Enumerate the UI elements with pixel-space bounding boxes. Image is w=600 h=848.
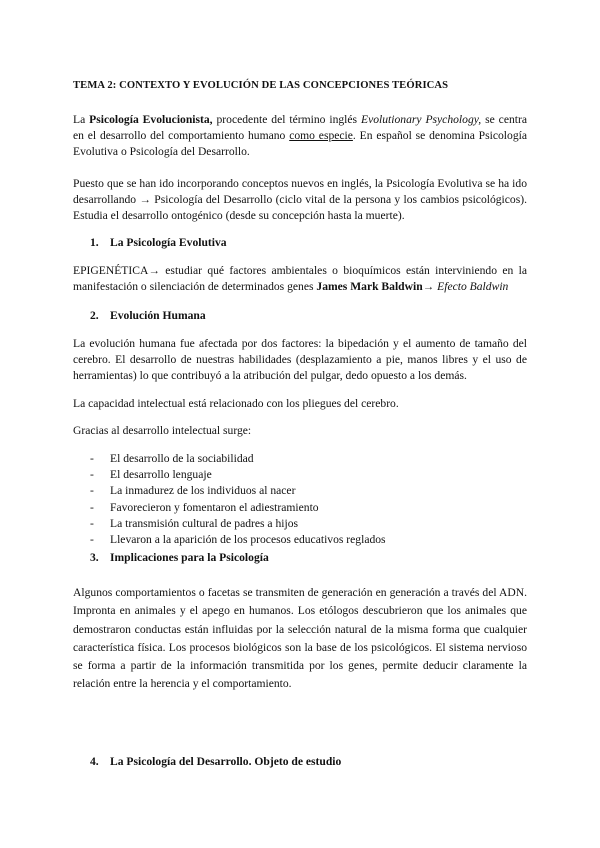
list-item — [90, 467, 530, 483]
paragraph-development: Puesto que se han ido incorporando conceptos nuevos en inglés, la Psicología Evolutiva se ha ido desarrollando → Psicología del Desarrollo (ciclo vital de la persona y los cambios psicológicos). Estudia el desarrollo ontogénico (desde su concepción hasta la muerte). — [73, 177, 527, 222]
list-item-text: La transmisión cultural de padres a hijos — [110, 516, 299, 530]
intro-bold-term: Psicología Evolucionista, — [89, 113, 213, 126]
section-number: 1. — [90, 236, 99, 249]
section-number: 2. — [90, 309, 99, 322]
section-number: 4. — [90, 755, 99, 768]
list-item-text: Favorecieron y fomentaron el adiestramiento — [110, 500, 319, 514]
epigenetica-bold-name: James Mark Baldwin — [316, 280, 423, 293]
epigenetica-text-1: EPIGENÉTICA→ estudiar qué factores ambientales o bioquímicos están interviniendo en la manifestación o silenciación de determinados genes — [73, 264, 527, 293]
epigenetica-italic-term: Efecto Baldwin — [437, 280, 509, 293]
section-title: La Psicología Evolutiva — [110, 236, 227, 249]
intro-paragraph — [73, 112, 527, 160]
section-title: Implicaciones para la Psicología — [110, 551, 269, 564]
list-item — [90, 516, 530, 532]
intro-text-2: procedente del término inglés — [212, 113, 361, 126]
list-item-text: La inmadurez de los individuos al nacer — [110, 484, 296, 498]
list-item-text: El desarrollo lenguaje — [110, 468, 212, 482]
section-number: 3. — [90, 551, 99, 564]
bullet-dash: - — [90, 516, 94, 530]
list-item-text: El desarrollo de la sociabilidad — [110, 452, 254, 465]
intro-text-1: La — [73, 113, 90, 126]
list-item — [90, 500, 530, 516]
intro-italic-term: Evolutionary Psychology, — [360, 113, 482, 126]
section-heading-1 — [90, 236, 227, 249]
list-item-text: Llevaron a la aparición de los procesos educativos reglados — [110, 533, 386, 547]
list-item — [90, 483, 530, 499]
evolucion-paragraph-1: La evolución humana fue afectada por dos factores: la bipedación y el aumento de tamaño del cerebro. El desarrollo de nuestras habilidades (desplazamiento a pie, manos libres y el uso de herramientas) lo que contribuyó a la atribución del pulgar, dedo opuesto a los demás. — [73, 337, 527, 382]
section-heading-3 — [90, 551, 269, 564]
bullet-dash: - — [90, 500, 94, 514]
bullet-dash: - — [90, 484, 94, 498]
intro-underlined-term: como especie — [289, 129, 353, 142]
bullet-dash: - — [90, 533, 94, 547]
list-item — [90, 532, 530, 548]
section-heading-4 — [90, 755, 341, 768]
section-heading-2 — [90, 309, 206, 322]
section-title: Evolución Humana — [110, 309, 206, 322]
epigenetica-paragraph — [73, 263, 527, 295]
bullet-dash: - — [90, 452, 94, 465]
section-title: La Psicología del Desarrollo. Objeto de estudio — [110, 755, 342, 768]
epigenetica-text-2: → — [422, 280, 438, 293]
document-title: TEMA 2: CONTEXTO Y EVOLUCIÓN DE LAS CONCEPCIONES TEÓRICAS — [73, 80, 449, 91]
list-item — [90, 451, 530, 467]
evolucion-paragraph-3: Gracias al desarrollo intelectual surge: — [73, 424, 252, 437]
intro-text-3: se centra en el desarrollo del comportamiento humano — [73, 113, 527, 142]
implicaciones-paragraph: Algunos comportamientos o facetas se transmiten de generación en generación a través del ADN. Impronta en animales y el apego en humanos. Los etólogos descubrieron que los animales que demostraron conductas están influidas por la selección natural de la misma forma que cualquier característica física. Los procesos biológicos son la base de los psicológicos. El sistema nervioso se forma a partir de la información transmitida por los genes, permite deducir claramente la relación entre la herencia y el comportamiento. — [73, 586, 527, 691]
intro-text-4: . En español se denomina Psicología Evolutiva o Psicología del Desarrollo. — [73, 129, 527, 158]
bullet-dash: - — [90, 468, 94, 482]
bullet-list — [90, 451, 530, 548]
evolucion-paragraph-2: La capacidad intelectual está relacionado con los pliegues del cerebro. — [73, 397, 399, 410]
